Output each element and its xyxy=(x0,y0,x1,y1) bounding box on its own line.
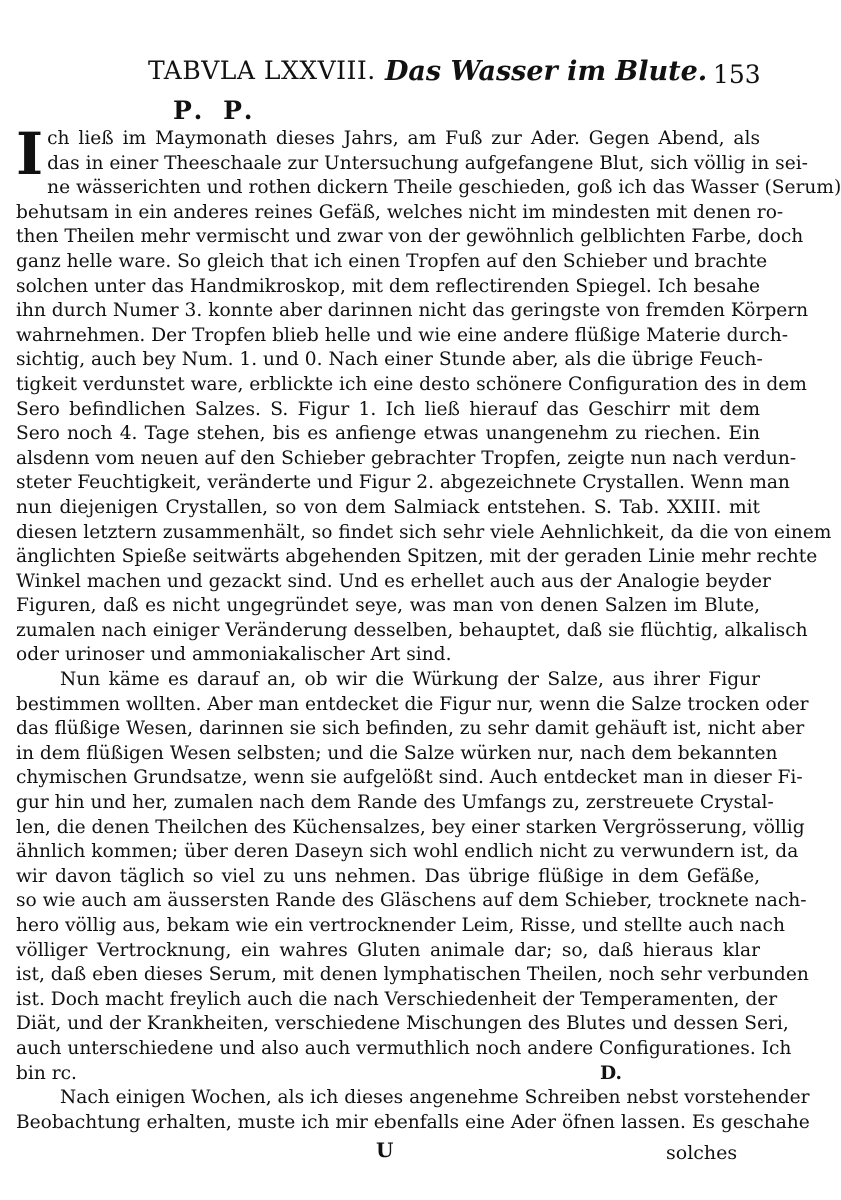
text-line: Figuren, daß es nicht ungegründet seye, was man von denen Salzen im Blute, xyxy=(16,595,760,617)
text-line: in dem flüßigen Wesen selbsten; und die Salze würken nur, nach dem bekannten xyxy=(16,742,778,764)
text-line: ihn durch Numer 3. konnte aber darinnen nicht das geringste von fremden Körpern xyxy=(16,300,809,322)
text-line: Sero noch 4. Tage stehen, bis es anfienge etwas unangenehm zu riechen. Ein xyxy=(16,423,760,445)
closing-line xyxy=(16,1062,760,1087)
text-line: then Theilen mehr vermischt und zwar von der gewöhnlich gelblichten Farbe, doch xyxy=(16,226,804,248)
catchword: solches xyxy=(666,1142,738,1164)
salutation: P. P. xyxy=(173,96,259,125)
text-line: ne wässerichten und rothen dickern Theile geschieden, goß ich das Wasser (Serum) xyxy=(47,177,841,199)
paragraph-2 xyxy=(16,668,809,1086)
page-number: 153 xyxy=(713,60,761,89)
text-line: sichtig, auch bey Num. 1. und 0. Nach einer Stunde aber, als die übrige Feuch- xyxy=(16,349,763,371)
text-line: ähnlich kommen; über deren Daseyn sich wohl endlich nicht zu verwundern ist, da xyxy=(16,841,799,863)
text-line: chymischen Grundsatze, wenn sie aufgelößt sind. Auch entdecket man in dieser Fi- xyxy=(16,767,803,789)
text-line: bestimmen wollten. Aber man entdecket die Figur nur, wenn die Salze trocken oder xyxy=(16,693,809,715)
text-line: wir davon täglich so viel zu uns nehmen. Das übrige flüßige in dem Gefäße, xyxy=(16,865,760,887)
body-text xyxy=(16,120,841,1135)
text-line: auch unterschiedene und also auch vermuthlich noch andere Configurationes. Ich xyxy=(16,1037,792,1059)
text-line: steter Feuchtigkeit, veränderte und Figur 2. abgezeichnete Crystallen. Wenn man xyxy=(16,472,790,494)
text-line: Nun käme es darauf an, ob wir die Würkung der Salze, aus ihrer Figur xyxy=(60,669,760,691)
text-line: ist, daß eben dieses Serum, mit denen lymphatischen Theilen, noch sehr verbunden xyxy=(16,964,809,986)
text-line: gur hin und her, zumalen nach dem Rande des Umfangs zu, zerstreuete Crystal- xyxy=(16,792,774,814)
text-line: solchen unter das Handmikroskop, mit dem reflectirenden Spiegel. Ich besahe xyxy=(16,275,760,297)
text-line: len, die denen Theilchen des Küchensalzes, bey einer starken Vergrösserung, völlig xyxy=(16,816,805,838)
text-line: ganz helle ware. So gleich that ich einen Tropfen auf den Schieber und brachte xyxy=(16,250,768,272)
paragraph-3 xyxy=(16,1086,810,1135)
paragraph-1 xyxy=(16,120,841,668)
page-title: Das Wasser im Blute. xyxy=(385,56,708,87)
text-line: alsdenn vom neuen auf den Schieber gebrachter Tropfen, zeigte nun nach verdun- xyxy=(16,447,797,469)
text-line: hero völlig aus, bekam wie ein vertrocknender Leim, Risse, und stellte auch nach xyxy=(16,915,785,936)
text-line: ist. Doch macht freylich auch die nach Verschiedenheit der Temperamenten, der xyxy=(16,988,778,1010)
text-line: nun diejenigen Crystallen, so von dem Salmiack entstehen. S. Tab. XXIII. mit xyxy=(16,496,760,518)
drop-cap: I xyxy=(16,120,44,188)
text-line: oder urinoser und ammoniakalischer Art sind. xyxy=(16,644,452,666)
text-line: tigkeit verdunstet ware, erblickte ich eine desto schönere Configuration des in dem xyxy=(16,373,807,395)
text-line: völliger Vertrocknung, ein wahres Gluten animale dar; so, daß hieraus klar xyxy=(16,939,760,961)
text-line: änglichten Spieße seitwärts abgehenden Spitzen, mit der geraden Linie mehr rechte xyxy=(16,546,818,568)
text-line: wahrnehmen. Der Tropfen blieb helle und wie eine andere flüßige Materie durch- xyxy=(16,324,789,346)
plate-label: TABVLA LXXVIII. xyxy=(148,56,376,85)
text-line: behutsam in ein anderes reines Gefäß, welches nicht im mindesten mit denen ro- xyxy=(16,201,784,223)
text-line: ch ließ im Maymonath dieses Jahrs, am Fuß zur Ader. Gegen Abend, als xyxy=(47,128,760,149)
text-line: diesen letztern zusammenhält, so findet sich sehr viele Aehnlichkeit, da die von einem xyxy=(16,521,832,543)
text-line: Nach einigen Wochen, als ich dieses angenehme Schreiben nebst vorstehender xyxy=(60,1087,810,1109)
text-line: so wie auch am äussersten Rande des Gläschens auf dem Schieber, trocknete nach- xyxy=(16,890,807,912)
running-header xyxy=(0,44,792,94)
text-line: Winkel machen und gezackt sind. Und es erhellet auch aus der Analogie beyder xyxy=(16,570,771,592)
closing-formula: bin rc. xyxy=(16,1062,77,1084)
text-line: das flüßige Wesen, darinnen sie sich befinden, zu sehr damit gehäuft ist, nicht aber xyxy=(16,718,805,740)
signature-initial: D. xyxy=(600,1062,622,1084)
text-line: Diät, und der Krankheiten, verschiedene Mischungen des Blutes und dessen Seri, xyxy=(16,1013,789,1035)
text-line: zumalen nach einiger Veränderung desselben, behauptet, daß sie flüchtig, alkalisch xyxy=(16,619,808,641)
signature-mark: U xyxy=(376,1138,394,1162)
page-footer xyxy=(0,1138,792,1178)
text-line: Sero befindlichen Salzes. S. Figur 1. Ich ließ hierauf das Geschirr mit dem xyxy=(16,398,760,420)
text-line: das in einer Theeschaale zur Untersuchung aufgefangene Blut, sich völlig in sei- xyxy=(47,152,808,174)
text-line: Beobachtung erhalten, muste ich mir ebenfalls eine Ader öfnen lassen. Es geschahe xyxy=(16,1111,810,1133)
